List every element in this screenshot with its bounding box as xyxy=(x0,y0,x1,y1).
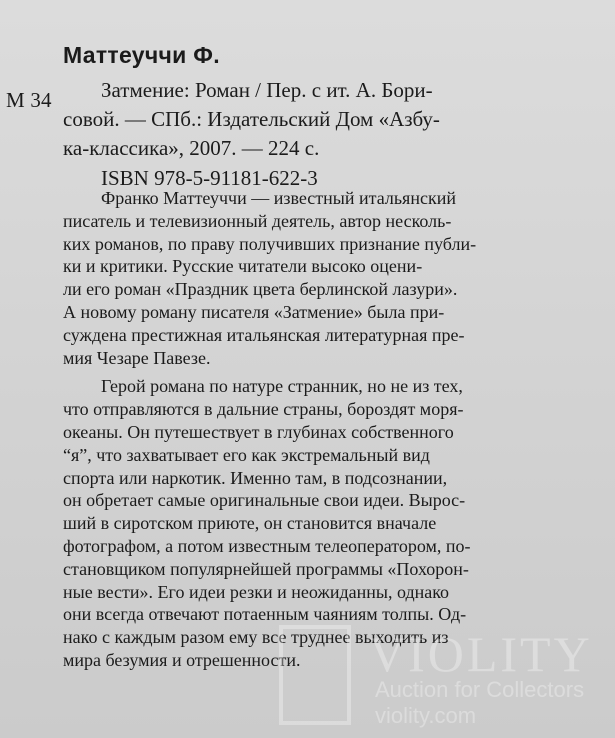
isbn-line: ISBN 978-5-91181-622-3 xyxy=(101,165,318,190)
text-line: суждена престижная итальянская литературная пре- xyxy=(63,324,465,345)
text-line: ких романов, по праву получивших признание публи- xyxy=(63,233,477,254)
bibliographic-record xyxy=(63,76,593,193)
watermark-url: violity.com xyxy=(375,703,477,728)
shelfmark-code: М 34 xyxy=(6,88,52,112)
biblio-line: ка-классика», 2007. — 224 с. xyxy=(63,136,320,161)
text-line: спорта или наркотик. Именно там, в подсознании, xyxy=(63,467,448,488)
text-line: Герой романа по натуре странник, но не из тех, xyxy=(101,376,463,397)
watermark-title: VIOLITY xyxy=(369,626,593,682)
author-heading: Маттеуччи Ф. xyxy=(63,42,220,68)
text-line: писатель и телевизионный деятель, автор несколь- xyxy=(63,210,452,231)
text-line: Франко Маттеуччи — известный итальянский xyxy=(101,188,456,208)
text-line: ки и критики. Русские читатели высоко оцени- xyxy=(63,256,423,277)
text-line: ные вести». Его идеи резки и неожиданны, однако xyxy=(63,581,450,602)
text-line: океаны. Он путешествует в глубинах собственного xyxy=(63,421,454,442)
text-line: они всегда отвечают потаенным чаяниям толпы. Од- xyxy=(63,604,467,625)
biblio-line: Затмение: Роман / Пер. с ит. А. Бори- xyxy=(101,78,433,102)
text-line: ший в сиротском приюте, он становится вначале xyxy=(63,513,437,534)
text-line: мира безумия и отрешенности. xyxy=(63,649,301,670)
text-line: мия Чезаре Павезе. xyxy=(63,347,211,368)
text-line: “я”, что захватывает его как экстремальный вид xyxy=(63,444,430,465)
text-line: что отправляются в дальние страны, бороздят моря- xyxy=(63,399,464,420)
text-line: нако с каждым разом ему все труднее выходить из xyxy=(63,627,449,648)
biblio-line: совой. — СПб.: Издательский Дом «Азбу- xyxy=(63,107,440,132)
text-line: А новому роману писателя «Затмение» была при- xyxy=(63,301,445,322)
text-line: становщиком популярнейшей программы «Похорон- xyxy=(63,558,469,579)
paragraph-2 xyxy=(63,375,598,671)
annotation-text xyxy=(63,187,598,672)
watermark-tagline: Auction for Collectors xyxy=(375,677,585,702)
text-line: ли его роман «Праздник цвета берлинской лазури». xyxy=(63,279,458,300)
paragraph-1 xyxy=(63,187,598,369)
text-line: он обретает самые оригинальные свои идеи. Вырос- xyxy=(63,490,466,511)
text-line: фотографом, а потом известным телеоператором, по- xyxy=(63,535,471,556)
